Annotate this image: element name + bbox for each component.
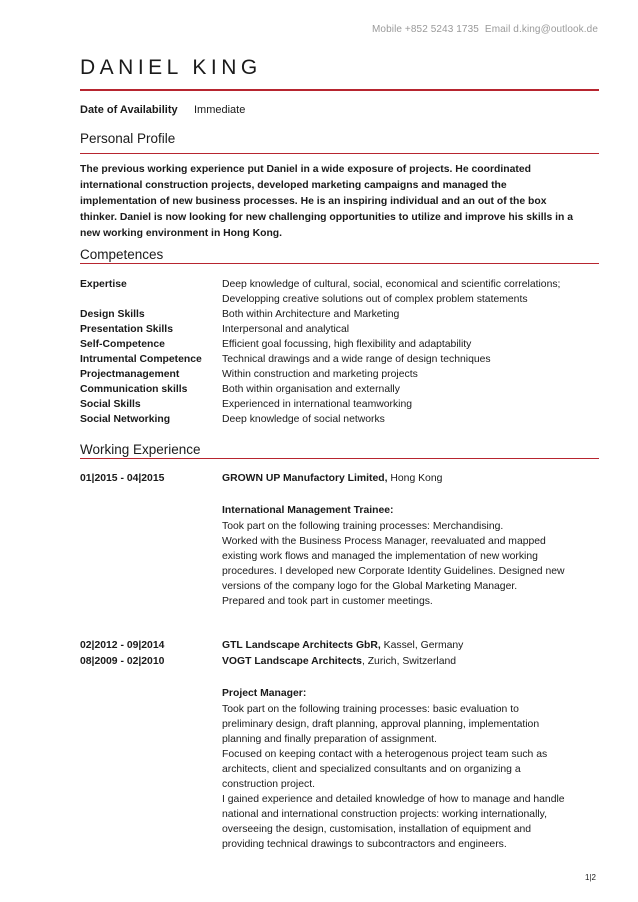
competence-value: Within construction and marketing projects [222, 369, 418, 380]
company-name: GTL Landscape Architects GbR, [222, 640, 381, 651]
company-line [222, 471, 572, 487]
job-description [222, 519, 572, 609]
page-number: 1|2 [585, 873, 596, 882]
job-body [222, 471, 572, 609]
company-name: GROWN UP Manufactory Limited, [222, 473, 388, 484]
competence-label: Intrumental Competence [80, 354, 202, 365]
candidate-name: DANIEL KING [80, 56, 262, 79]
competence-value: Deep knowledge of social networks [222, 414, 385, 425]
job-date-range: 08|2009 - 02|2010 [80, 656, 165, 667]
company-line [222, 654, 572, 670]
job-role: Project Manager: [222, 688, 307, 699]
competence-label: Presentation Skills [80, 324, 173, 335]
competence-row [80, 412, 600, 427]
company-location: , Zurich, Switzerland [361, 656, 457, 667]
competence-label: Self-Competence [80, 339, 165, 350]
job-date-range: 01|2015 - 04|2015 [80, 473, 165, 484]
competence-value: Interpersonal and analytical [222, 324, 350, 335]
competence-value: Experienced in international teamworking [222, 399, 413, 410]
section-divider-experience [80, 458, 599, 459]
company-name: VOGT Landscape Architects [222, 656, 362, 667]
competence-label: Communication skills [80, 384, 188, 395]
job-description-line: Worked with the Business Process Manager, reevaluated and mapped existing work flows and managed the implementation of new working procedures. I developed new Corporate Identity Guidelines. Designed new versions of the company logo for the Global Marketing Manager. [222, 536, 565, 592]
competence-row [80, 277, 600, 307]
email-address: Email d.king@outlook.de [484, 24, 598, 35]
section-divider-profile [80, 153, 599, 154]
job-description-line: Took part on the following training processes: basic evaluation to preliminary design, draft planning, approval planning, implementation planning and finally preparation of assignment. [222, 704, 540, 745]
company-location: Hong Kong [387, 473, 443, 484]
competence-row [80, 337, 600, 352]
section-title-profile: Personal Profile [80, 131, 176, 146]
section-divider-competences [80, 263, 599, 264]
competence-row [80, 322, 600, 337]
company-location: Kassel, Germany [380, 640, 464, 651]
job-body [222, 638, 572, 852]
job-description-line: I gained experience and detailed knowledge of how to manage and handle national and international construction projects: working internationally, overseeing the design, customisation, installation of equipment and providing technical drawings to subcontractors and engineers. [222, 794, 565, 850]
section-title-competences: Competences [80, 247, 164, 262]
competence-row [80, 397, 600, 412]
competence-row [80, 352, 600, 367]
competence-label: Expertise [80, 279, 127, 290]
mobile-number: Mobile +852 5243 1735 [372, 24, 479, 35]
company-line [222, 638, 572, 654]
availability [80, 104, 245, 116]
job-description-line: Took part on the following training processes: Merchandising. [222, 521, 504, 532]
competences-list [80, 277, 600, 427]
competence-value: Deep knowledge of cultural, social, economical and scientific correlations; Developping creative solutions out of complex problem statements [222, 279, 561, 305]
competence-label: Design Skills [80, 309, 145, 320]
contact-info [372, 24, 598, 35]
competence-label: Social Skills [80, 399, 141, 410]
job-description-line: Focused on keeping contact with a heterogenous project team such as architects, client and specialized consultants and on organizing a construction project. [222, 749, 548, 790]
competence-value: Technical drawings and a wide range of design techniques [222, 354, 491, 365]
job-description [222, 702, 572, 852]
availability-value: Immediate [194, 104, 246, 116]
competence-value: Efficient goal focussing, high flexibility and adaptability [222, 339, 472, 350]
job-dates [80, 471, 164, 487]
competence-row [80, 382, 600, 397]
competence-label: Social Networking [80, 414, 171, 425]
competence-label: Projectmanagement [80, 369, 180, 380]
job-role: International Management Trainee: [222, 505, 394, 516]
job-description-line: Prepared and took part in customer meetings. [222, 596, 433, 607]
availability-label: Date of Availability [80, 104, 178, 116]
job-dates [80, 638, 164, 670]
competence-row [80, 307, 600, 322]
competence-row [80, 367, 600, 382]
profile-text: The previous working experience put Daniel in a wide exposure of projects. He coordinated international construction projects, developed marketing campaigns and managed the implementation of new business processes. He is an inspiring individual and an out of the box thinker. Daniel is now looking for new challenging opportunities to utilize and improve his skills in a new working environment in Hong Kong. [80, 164, 574, 239]
job-date-range: 02|2012 - 09|2014 [80, 640, 165, 651]
section-title-experience: Working Experience [80, 442, 201, 457]
competence-value: Both within Architecture and Marketing [222, 309, 400, 320]
competence-value: Both within organisation and externally [222, 384, 400, 395]
name-divider [80, 89, 599, 91]
